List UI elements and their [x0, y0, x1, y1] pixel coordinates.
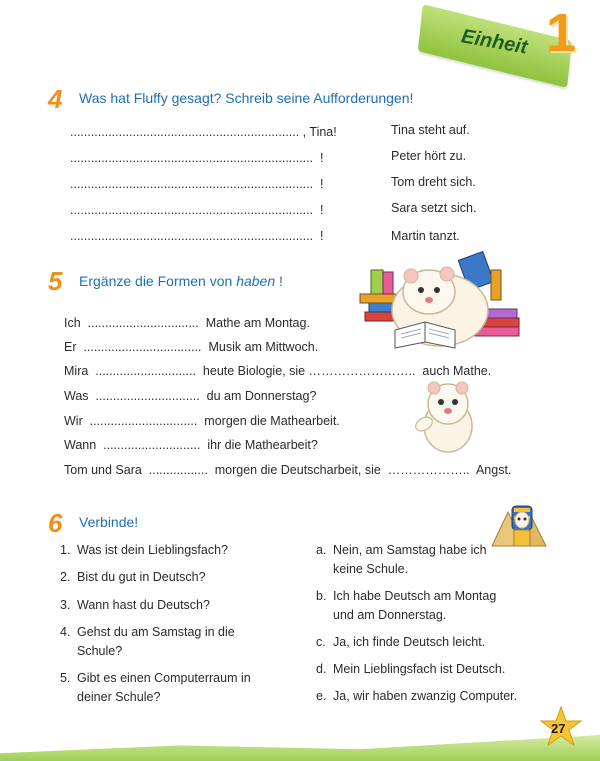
- ex5-line-5[interactable]: Wir ............................... morgen die Mathearbeit.: [64, 414, 340, 428]
- question-text: Was ist dein Lieblingsfach?: [77, 543, 229, 557]
- pharaoh-illustration: [488, 494, 550, 554]
- question-text: Wann hast du Deutsch?: [77, 598, 210, 612]
- unit-label: Einheit: [459, 25, 530, 59]
- answer-text: Mein Lieblingsfach ist Deutsch.: [333, 662, 506, 676]
- ex4-sentence-1: Tina steht auf.: [391, 123, 470, 137]
- answer-letter: b.: [316, 589, 327, 603]
- ex5-line-7[interactable]: Tom und Sara ................. morgen die Deutscharbeit, sie ……………….. Angst.: [64, 463, 512, 477]
- bottom-decoration-band: [0, 735, 600, 761]
- ex4-sentence-3: Tom dreht sich.: [391, 175, 476, 189]
- question-4[interactable]: [60, 623, 250, 663]
- ex4-blank-4[interactable]: ...................................................................... !: [70, 203, 324, 217]
- exercise-5-title: [79, 273, 283, 289]
- question-text: Bist du gut in Deutsch?: [77, 570, 206, 584]
- answer-letter: a.: [316, 543, 327, 557]
- answer-text: Ja, ich finde Deutsch leicht.: [333, 635, 486, 649]
- question-number: 5.: [60, 671, 71, 685]
- answer-a[interactable]: [316, 541, 516, 581]
- answer-letter: c.: [316, 635, 326, 649]
- exercise-4-title: Was hat Fluffy gesagt? Schreib seine Aufforderungen!: [79, 90, 414, 106]
- answer-text: Nein, am Samstag habe ich keine Schule.: [333, 543, 487, 576]
- exercise-5-title-text: Ergänze die Formen von: [79, 273, 237, 289]
- question-5[interactable]: [60, 669, 270, 709]
- ex5-line-6[interactable]: Wann ............................ ihr die Mathearbeit?: [64, 438, 318, 452]
- ex4-blank-2[interactable]: ...................................................................... !: [70, 151, 324, 165]
- ex4-blank-3[interactable]: ...................................................................... !: [70, 177, 324, 191]
- question-number: 3.: [60, 598, 71, 612]
- ex4-sentence-4: Sara setzt sich.: [391, 201, 477, 215]
- answer-b[interactable]: [316, 587, 536, 627]
- question-number: 2.: [60, 570, 71, 584]
- question-text: Gibt es einen Computerraum in deiner Schule?: [77, 671, 251, 704]
- exercise-5-number: 5: [48, 266, 63, 296]
- answer-letter: d.: [316, 662, 327, 676]
- ex5-line-3[interactable]: Mira ............................. heute Biologie, sie …………………….. auch Mathe.: [64, 364, 492, 378]
- exercise-5-title-end: !: [275, 273, 283, 289]
- exercise-6-number: 6: [48, 508, 63, 538]
- question-number: 1.: [60, 543, 71, 557]
- question-number: 4.: [60, 625, 71, 639]
- exercise-5-title-em: haben: [236, 273, 276, 289]
- answer-text: Ja, wir haben zwanzig Computer.: [333, 689, 518, 703]
- ex4-blank-5[interactable]: ...................................................................... !: [70, 229, 324, 243]
- ex4-sentence-2: Peter hört zu.: [391, 149, 467, 163]
- ex5-line-1[interactable]: Ich ................................ Mathe am Montag.: [64, 316, 310, 330]
- exercise-4-number: 4: [48, 84, 63, 114]
- answer-letter: e.: [316, 689, 327, 703]
- ex4-blank-1[interactable]: .................................................................. , Tina!: [70, 125, 337, 139]
- hamster-waving-illustration: [412, 378, 480, 456]
- ex5-line-4[interactable]: Was .............................. du am Donnerstag?: [64, 389, 317, 403]
- exercise-6-title: Verbinde!: [79, 514, 139, 530]
- ex4-sentence-5: Martin tanzt.: [391, 229, 460, 243]
- ex5-line-2[interactable]: Er .................................. Musik am Mittwoch.: [64, 340, 319, 354]
- unit-number: 1: [546, 3, 577, 63]
- page-number: 27: [551, 721, 566, 736]
- answer-text: Ich habe Deutsch am Montag und am Donnerstag.: [333, 589, 497, 622]
- hamster-with-books-illustration: [345, 250, 520, 360]
- question-text: Gehst du am Samstag in die Schule?: [77, 625, 235, 658]
